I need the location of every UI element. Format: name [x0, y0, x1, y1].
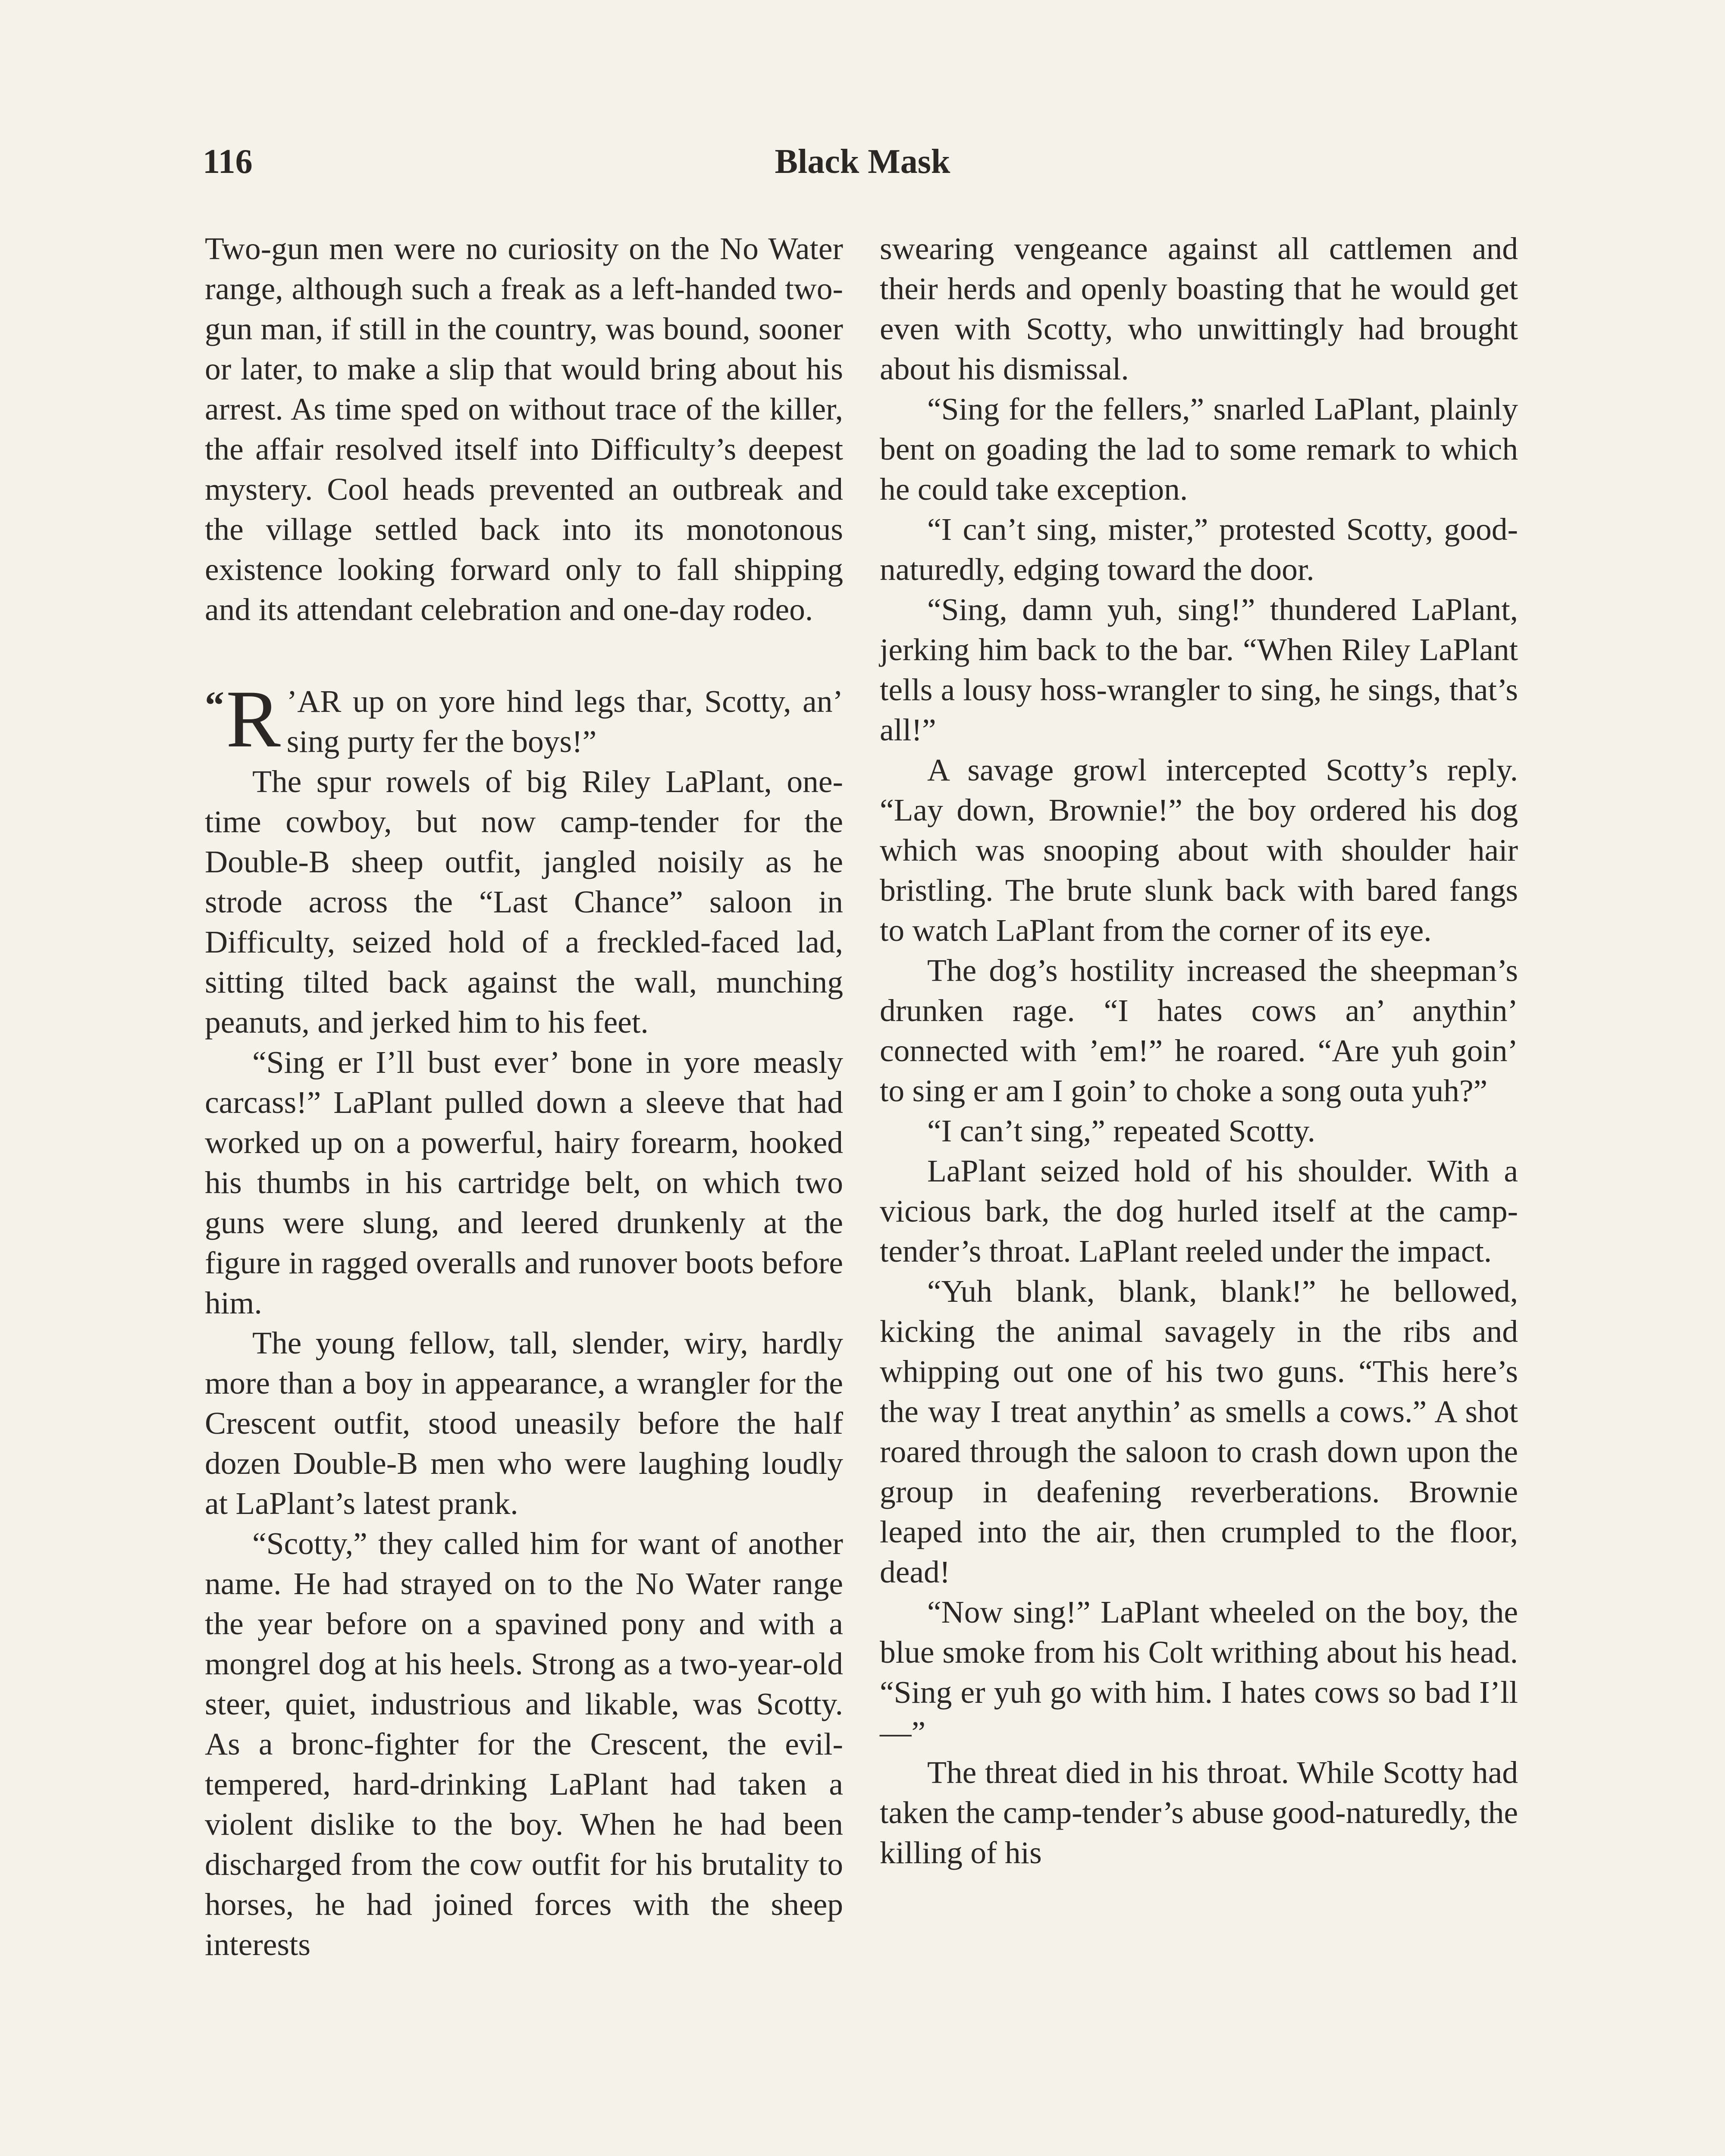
- paragraph: “I can’t sing,” repeated Scotty.: [927, 1113, 1316, 1148]
- dropcap-text: ’AR up on yore hind legs thar, Scotty, an’ sing purty fer the boys!”: [286, 684, 843, 759]
- paragraph: The threat died in his throat. While Scotty had taken the camp-tender’s abuse good-naturedly, the killing of his: [880, 1755, 1518, 1870]
- paragraph: “Sing for the fellers,” snarled LaPlant, plainly bent on goading the lad to some remark to which he could take exception.: [880, 392, 1518, 507]
- paragraph: “Yuh blank, blank, blank!” he bellowed, kicking the animal savagely in the ribs and whipping out one of his two guns. “This here’s the way I treat anythin’ as smells a cows.” A shot roared through the saloon to crash down upon the group in deafening reverberations. Brownie leaped into the air, then crumpled to the floor, dead!: [880, 1274, 1518, 1589]
- paragraph: “Scotty,” they called him for want of another name. He had strayed on to the No Water range the year before on a spavined pony and with a mongrel dog at his heels. Strong as a two-year-old steer, quiet, industrious and likable, was Scotty. As a bronc-fighter for the Crescent, the evil-tempered, hard-drinking LaPlant had taken a violent dislike to the boy. When he had been discharged from the cow outfit for his brutality to horses, he had joined forces with the sheep interests: [205, 1526, 843, 1962]
- page-number: 116: [203, 143, 253, 181]
- paragraph: swearing vengeance against all cattlemen and their herds and openly boasting that he would get even with Scotty, who unwittingly had brought about his dismissal.: [880, 231, 1518, 386]
- right-column: [880, 229, 1518, 1873]
- left-column: [205, 229, 843, 1965]
- dropcap-paragraph: [205, 674, 843, 765]
- paragraph: “Sing, damn yuh, sing!” thundered LaPlant, jerking him back to the bar. “When Riley LaPlant tells a lousy hoss-wrangler to sing, he sings, that’s all!”: [880, 592, 1518, 747]
- dropcap-letter: R: [226, 674, 281, 765]
- paragraph: “I can’t sing, mister,” protested Scotty, good-naturedly, edging toward the door.: [880, 512, 1518, 587]
- paragraph: The young fellow, tall, slender, wiry, hardly more than a boy in appearance, a wrangler for the Crescent outfit, stood uneasily before the half dozen Double-B men who were laughing loudly at LaPlant’s latest prank.: [205, 1326, 843, 1521]
- paragraph: “Now sing!” LaPlant wheeled on the boy, the blue smoke from his Colt writhing about his head. “Sing er yuh go with him. I hates cows so bad I’ll—”: [880, 1595, 1518, 1750]
- dropcap-open-quote: “: [205, 684, 224, 727]
- magazine-title: Black Mask: [775, 143, 950, 181]
- paragraph: Two-gun men were no curiosity on the No Water range, although such a freak as a left-handed two-gun man, if still in the country, was bound, sooner or later, to make a slip that would bring about his arrest. As time sped on without trace of the killer, the affair resolved itself into Difficulty’s deepest mystery. Cool heads prevented an outbreak and the village settled back into its monotonous existence looking forward only to fall shipping and its attendant celebration and one-day rodeo.: [205, 231, 843, 627]
- paragraph: “Sing er I’ll bust ever’ bone in yore measly carcass!” LaPlant pulled down a sleeve that had worked up on a powerful, hairy forearm, hooked his thumbs in his cartridge belt, on which two guns were slung, and leered drunkenly at the figure in ragged overalls and runover boots before him.: [205, 1045, 843, 1320]
- paragraph: LaPlant seized hold of his shoulder. With a vicious bark, the dog hurled itself at the camp-tender’s throat. LaPlant reeled under the impact.: [880, 1153, 1518, 1269]
- page-header: [203, 142, 1522, 194]
- paragraph: The spur rowels of big Riley LaPlant, one-time cowboy, but now camp-tender for the Double-B sheep outfit, jangled noisily as he strode across the “Last Chance” saloon in Difficulty, seized hold of a freckled-faced lad, sitting tilted back against the wall, munching peanuts, and jerked him to his feet.: [205, 764, 843, 1040]
- paragraph: The dog’s hostility increased the sheepman’s drunken rage. “I hates cows an’ anythin’ connected with ’em!” he roared. “Are yuh goin’ to sing er am I goin’ to choke a song outa yuh?”: [880, 953, 1518, 1108]
- paragraph: A savage growl intercepted Scotty’s reply. “Lay down, Brownie!” the boy ordered his dog which was snooping about with shoulder hair bristling. The brute slunk back with bared fangs to watch LaPlant from the corner of its eye.: [880, 752, 1518, 948]
